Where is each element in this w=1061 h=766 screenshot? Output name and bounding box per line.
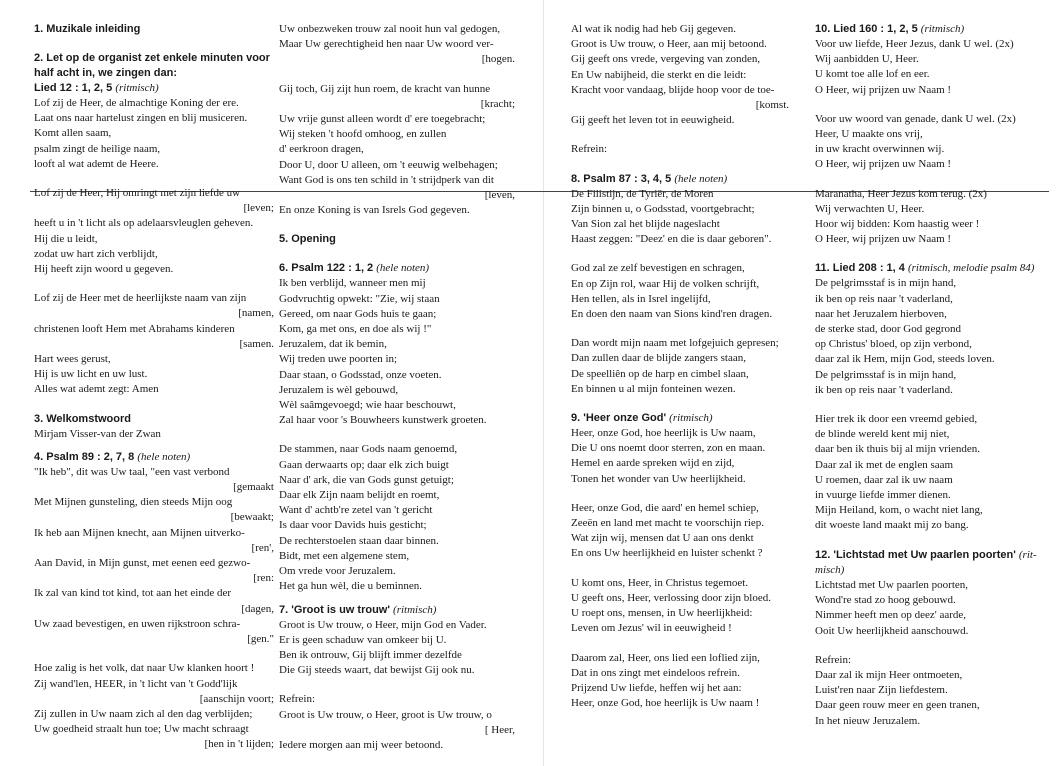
column-4 [815,22,1045,729]
verse-continuation: [hogen. [481,53,515,66]
verse-line: in uw kracht overwinnen wij. [815,143,945,156]
verse-line: Daar elk Zijn naam belijdt en roemt, [279,489,440,502]
verse-line: ik ben op reis naar 't vaderland. [815,383,953,396]
verse-line: En doen den naam van Sions kind'ren dragen. [571,308,773,321]
stanza-gap [571,487,789,501]
verse-line: Heer, U maakte ons vrij, [815,128,923,141]
verse-line: Luist'ren naar Zijn liefdestem. [815,684,948,697]
verse-continuation: [gen." [247,633,274,646]
heading-text: 2. Let op de organist zet enkele minuten voor [34,52,270,64]
verse-line: Lof zij de Heer, Hij omringt met zijn liefde uw [34,187,241,200]
section-heading [34,66,274,81]
verse-line: Hij heeft zijn woord u gegeven. [34,263,174,276]
verse-line: Godvruchtig opwekt: "Zie, wij staan [279,292,440,305]
verse-line: De rechterstoelen staan daar binnen. [279,534,439,547]
verse-continuation: [gemaakt [233,481,274,494]
verse-line: psalm zingt de heilige naam, [34,142,161,155]
verse-line: Hij is uw licht en uw lust. [34,368,148,381]
verse-line: daar ben ik thuis bij al mijn vrienden. [815,443,980,456]
heading-note: (hele noten) [376,262,430,275]
section-heading [34,51,274,66]
stanza-gap [279,218,515,232]
verse-continuation: [dagen, [241,602,274,615]
verse-continuation: [bewaakt; [230,511,274,524]
verse-continuation: [leven; [243,202,274,215]
verse-line: O Heer, wij prijzen uw Naam ! [815,83,952,96]
verse-continuation: [namen, [238,307,274,320]
verse-line: Ik zal van kind tot kind, tot aan het einde der [34,587,232,600]
verse-line: En Uw nabijheid, die sterkt en die leidt: [571,68,747,81]
verse-continuation: [leven, [484,189,515,202]
stanza-gap [34,647,274,661]
verse-continuation: [ Heer, [484,723,515,736]
heading-note: (hele noten) [137,450,191,463]
verse-line: O Heer, wij prijzen uw Naam ! [815,158,952,171]
heading-text: 9. 'Heer onze God' [571,412,667,425]
section-heading [34,412,274,427]
section-heading [279,261,515,276]
verse-line: daar zal ik Hem, mijn God, steeds loven. [815,353,995,366]
verse-line: En op Zijn rol, waar Hij de volken schrijft, [571,277,760,290]
verse-line: Uw onbezweken trouw zal nooit hun val gedogen, [279,23,501,35]
stanza-gap [815,247,1045,261]
verse-line: Wij aanbidden U, Heer. [815,53,919,66]
heading-text: 7. 'Groot is uw trouw' [279,603,390,616]
heading-note: (rit- [1018,548,1037,561]
verse-line: U komt toe alle lof en eer. [815,68,930,81]
verse-line: Nimmer heeft men op deez' aarde, [815,609,967,622]
verse-line: Heer, onze God, hoe heerlijk is Uw naam ! [571,697,760,710]
verse-line: Heer, onze God, hoe heerlijk is Uw naam, [571,427,756,440]
verse-line: Lichtstad met Uw paarlen poorten, [815,578,969,591]
verse-line: Ik heb aan Mijnen knecht, aan Mijnen uitverko- [34,526,245,539]
verse-line: Zeeën en land met macht te voorschijn riep. [571,517,765,530]
verse-line: Gereed, om naar Gods huis te gaan; [279,307,437,320]
verse-line: Wond're stad zo hoog gebouwd. [815,594,956,607]
verse-line: Die Gij steeds waart, dat bewijst Gij ook nu. [279,664,475,677]
verse-line: Naar d' ark, die van Gods gunst getuigt; [279,473,454,486]
verse-line: Tonen het wonder van Uw heerlijkheid. [571,472,746,485]
section-heading [815,22,1045,37]
verse-line: Ooit Uw heerlijkheid aanschouwd. [815,624,969,637]
heading-note: (ritmisch) [669,412,713,425]
heading-text: 4. Psalm 89 : 2, 7, 8 [34,450,135,463]
verse-continuation: [ren: [253,572,274,585]
verse-line: Lof zij de Heer met de heerlijkste naam van zijn [34,292,247,305]
verse-line: Dat in ons zingt met eindeloos refrein. [571,666,740,679]
verse-line: de sterke stad, door God gegrond [815,323,962,336]
verse-line: Groot is Uw trouw, o Heer, mijn God en Vader. [279,618,487,631]
verse-line: Uw zaad bevestigen, en uwen rijkstroon schra- [34,617,241,630]
stanza-gap [279,595,515,603]
verse-line: Laat ons naar hartelust zingen en blij musiceren. [34,112,248,125]
verse-line: Hen tellen, als in Isrel ingelijfd, [571,292,711,305]
verse-line: Gij geeft het leven tot in eeuwigheid. [571,114,735,127]
verse-line: De pelgrimsstaf is in mijn hand, [815,277,957,290]
verse-continuation: [komst. [755,99,789,112]
verse-line: Hart wees gerust, [34,353,111,366]
verse-line: Mirjam Visser-van der Zwan [34,427,161,440]
stanza-gap [571,158,789,172]
stanza-gap [571,322,789,336]
verse-line: "Ik heb", dit was Uw taal, "een vast verbond [34,465,230,478]
stanza-gap [34,398,274,412]
verse-line: Daar zal ik met de englen saam [815,458,954,471]
verse-line: En binnen u al mijn fonteinen wezen. [571,382,736,395]
verse-line: Daar staan, o Godsstad, onze voeten. [279,368,442,381]
verse-line: Wij steken 't hoofd omhoog, en zullen [279,128,447,141]
verse-line: Maranatha, Heer Jezus kom terug. (2x) [815,187,987,200]
verse-continuation: [samen. [239,337,274,350]
verse-line: ik ben op reis naar 't vaderland, [815,292,953,305]
column-1 [34,22,274,753]
verse-line: Wij treden uwe poorten in; [279,353,398,366]
verse-line: De pelgrimsstaf is in mijn hand, [815,368,957,381]
verse-line: Refrein: [815,653,852,666]
verse-line: in vuurge liefde immer dienen. [815,489,951,502]
verse-line: Maar Uw gerechtigheid hen naar Uw woord ver- [279,38,494,51]
stanza-gap [34,172,274,186]
stanza-gap [815,398,1045,412]
stanza-gap [815,173,1045,187]
verse-line: Daar zal ik mijn Heer ontmoeten, [815,668,963,681]
section-heading [279,232,515,247]
verse-line: op Christus' bloed, op zijn verbond, [815,338,972,351]
verse-line: Wij verwachten U, Heer. [815,202,925,215]
verse-line: Wèl saâmgevoegd; wie haar beschouwt, [279,399,456,412]
verse-line: Daarom zal, Heer, ons lied een loflied zijn, [571,651,760,664]
heading-note: (ritmisch) [393,603,437,616]
heading-text: Lied 12 : 1, 2, 5 [34,82,113,94]
verse-line: Refrein: [571,143,608,156]
verse-continuation: [kracht; [480,97,515,110]
stanza-gap [571,128,789,142]
heading-text: half acht in, we zingen dan: [34,67,178,79]
page-fold [543,0,544,766]
verse-line: Mijn Heiland, kom, o wacht niet lang, [815,504,983,517]
verse-line: Leven om Jezus' wil in eeuwigheid ! [571,622,732,635]
verse-line: De stammen, naar Gods naam genoemd, [279,443,458,456]
verse-line: Refrein: [279,693,316,706]
stanza-gap [571,562,789,576]
stanza-gap [571,637,789,651]
verse-line: Voor uw woord van genade, dank U wel. (2x) [815,112,1016,125]
verse-line: Die U ons noemt door sterren, zon en maan. [571,442,766,455]
verse-line: Het ga hun wèl, die u beminnen. [279,580,422,593]
verse-line: Zij wand'len, HEER, in 't licht van 't Godd'lijk [34,677,238,690]
verse-line: Is daar voor Davids huis gesticht; [279,519,427,532]
section-heading [279,603,515,618]
verse-line: Jeruzalem is wèl gebouwd, [279,383,399,396]
verse-line: zodat uw hart zich verblijdt, [34,247,158,260]
verse-line: Bidt, met een algemene stem, [279,549,410,562]
stanza-gap [279,247,515,261]
verse-line: Aan David, in Mijn gunst, met eenen eed gezwo- [34,557,251,570]
verse-continuation: [ren', [251,541,274,554]
section-heading [571,172,789,187]
verse-line: Ik ben verblijd, wanneer men mij [279,277,426,290]
verse-line: Hij die u leidt, [34,232,98,245]
verse-line: Voor uw liefde, Heer Jezus, dank U wel. (2x) [815,38,1014,50]
verse-line: Hier trek ik door een vreemd gebied, [815,413,978,426]
stanza-gap [279,428,515,442]
verse-line: Groot is Uw trouw, o Heer, groot is Uw trouw, o [279,708,492,721]
verse-line: Zij zullen in Uw naam zich al den dag verblijden; [34,707,253,720]
verse-line: Dan zullen daar de blijde zangers staan, [571,352,747,365]
verse-line: Uw goedheid straalt hun toe; Uw macht schraagt [34,723,249,736]
verse-line: dit woeste land maakt mij zo bang. [815,519,969,532]
verse-line: En onze Koning is van Isrels God gegeven. [279,204,470,217]
verse-line: Want d' achtb're zetel van 't gericht [279,504,433,517]
verse-continuation: [hen in 't lijden; [204,738,274,751]
verse-line: Wat zijn wij, mensen dat U aan ons denkt [571,532,754,545]
verse-line: Gij toch, Gij zijt hun roem, de kracht van hunne [279,82,491,95]
verse-line: En ons Uw heerlijkheid en luister schenkt ? [571,547,763,560]
verse-line: De Filistijn, de Tyriër, de Moren [571,187,714,200]
heading-text: 1. Muzikale inleiding [34,23,141,35]
heading-text: 10. Lied 160 : 1, 2, 5 [815,23,918,35]
section-heading [571,411,789,426]
stanza-gap [815,98,1045,112]
heading-text: 5. Opening [279,233,336,246]
section-heading [34,22,274,37]
section-heading [34,450,274,465]
verse-line: Kom, ga met ons, en doe als wij !" [279,323,432,336]
verse-line: Prijzend Uw liefde, heffen wij het aan: [571,681,742,694]
verse-line: Hoor wij bidden: Kom haastig weer ! [815,218,980,231]
stanza-gap [571,247,789,261]
verse-line: looft al wat ademt de Heere. [34,157,159,170]
verse-line: naar het Jeruzalem hierboven, [815,307,947,320]
stanza-gap [815,534,1045,548]
verse-line: Gij geeft ons vrede, vergeving van zonden, [571,53,761,66]
verse-line: Jeruzalem, dat ik bemin, [279,338,387,351]
section-heading [815,548,1045,563]
verse-line: Zal haar voor 's Bouwheers kunstwerk groeten. [279,414,487,427]
verse-line: Daar geen rouw meer en geen tranen, [815,699,980,712]
verse-line: U geeft ons, Heer, verlossing door zijn bloed. [571,591,771,604]
stanza-gap [279,68,515,82]
verse-line: Iedere morgen aan mij weer betoond. [279,738,444,751]
section-heading [815,261,1045,276]
heading-text: 8. Psalm 87 : 3, 4, 5 [571,172,672,185]
stanza-gap [34,37,274,51]
verse-line: Ben ik ontrouw, Gij blijft immer dezelfde [279,648,462,661]
stanza-gap [34,277,274,291]
verse-line: heeft u in 't licht als op adelaarsvleuglen geheven. [34,217,254,230]
verse-line: Hemel en aarde spreken wijd en zijd, [571,457,735,470]
heading-text: 6. Psalm 122 : 1, 2 [279,262,374,275]
column-2 [279,22,515,753]
column-3 [571,22,789,711]
verse-continuation: [aanschijn voort; [199,692,274,705]
verse-line: U komt ons, Heer, in Christus tegemoet. [571,576,749,589]
stanza-gap [34,442,274,450]
heading-note: (ritmisch) [920,23,965,35]
verse-line: O Heer, wij prijzen uw Naam ! [815,233,952,246]
heading-text: 3. Welkomstwoord [34,412,131,425]
verse-line: de blinde wereld kent mij niet, [815,428,950,441]
heading-text: 12. 'Lichtstad met Uw paarlen poorten' [815,548,1016,561]
section-heading [34,81,274,96]
verse-line: Er is geen schaduw van omkeer bij U. [279,633,447,646]
heading-note: (hele noten) [674,172,728,185]
stanza-gap [571,397,789,411]
verse-line: De speelliên op de harp en cimbel slaan, [571,367,749,380]
verse-line: Groot is Uw trouw, o Heer, aan mij betoond. [571,38,767,51]
verse-line: Met Mijnen gunsteling, dien steeds Mijn oog [34,496,233,509]
verse-line: Al wat ik nodig had heb Gij gegeven. [571,23,736,35]
verse-line: Zijn binnen u, o Godsstad, voortgebracht; [571,202,755,215]
verse-line: U roept ons, mensen, in Uw heerlijkheid: [571,607,753,620]
verse-line: Alles wat ademt zegt: Amen [34,383,159,396]
heading-note: (ritmisch, melodie psalm 84) [907,262,1035,275]
verse-line: d' eerkroon dragen, [279,143,364,156]
verse-line: Hoe zalig is het volk, dat naar Uw klanken hoort ! [34,662,255,675]
verse-line: Komt allen saam, [34,127,112,140]
verse-line: Door U, door U alleen, om 't eeuwig welbehagen; [279,158,498,171]
verse-line: Van Sion zal het blijde nageslacht [571,218,720,231]
verse-line: Gaan derwaarts op; daar elk zich buigt [279,458,449,471]
verse-line: Om vrede voor Jeruzalem. [279,565,396,578]
verse-line: Haast zeggen: "Deez' en die is daar geboren". [571,233,772,246]
verse-line: Lof zij de Heer, de almachtige Koning der ere. [34,97,239,109]
verse-line: Want God is ons ten schild in 't strijdperk van dit [279,173,494,186]
verse-line: Uw vrije gunst alleen wordt d' ere toegebracht; [279,113,486,126]
heading-text: 11. Lied 208 : 1, 4 [815,262,905,275]
verse-line: Kracht voor vandaag, blijde hoop voor de toe- [571,83,775,96]
verse-line: Heer, onze God, die aard' en hemel schiep, [571,501,759,514]
verse-line: U roemen, daar zal ik uw naam [815,473,953,486]
heading-note: (ritmisch) [115,82,159,94]
verse-line: In het nieuw Jeruzalem. [815,714,921,727]
stanza-gap [279,678,515,692]
verse-line: Dan wordt mijn naam met lofgejuich gepresen; [571,337,779,350]
stanza-gap [815,639,1045,653]
verse-line: christenen looft Hem met Abrahams kinderen [34,322,235,335]
verse-line: God zal ze zelf bevestigen en schragen, [571,262,745,275]
verse-line: misch) [815,563,845,576]
